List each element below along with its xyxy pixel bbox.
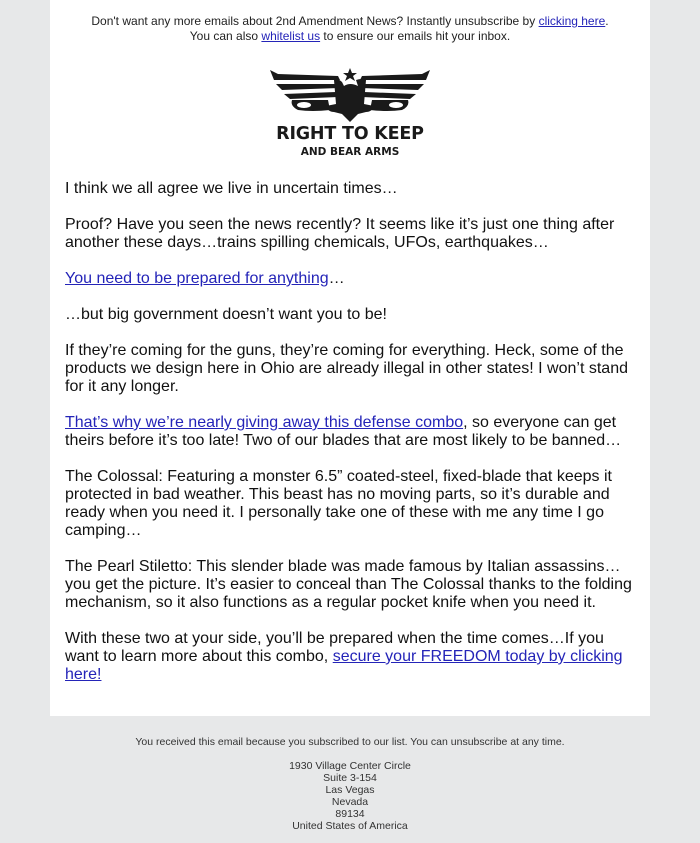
address-line: Suite 3-154 bbox=[323, 772, 377, 784]
footer-note: You received this email because you subscribed to our list. You can unsubscribe at any time. bbox=[135, 736, 565, 748]
paragraph-7: The Colossal: Featuring a monster 6.5” coated-steel, fixed-blade that keeps it protected in bad weather. This beast has no moving parts, so it’s durable and ready when you need it. I personally take one of these with me any time I go camping… bbox=[65, 468, 612, 539]
paragraph-6 bbox=[65, 414, 640, 450]
email-body bbox=[65, 180, 640, 702]
preheader-text: You can also bbox=[189, 29, 262, 43]
preheader-text: to ensure our emails hit your inbox. bbox=[320, 29, 511, 43]
secure-freedom-link[interactable]: secure your FREEDOM today by clicking here! bbox=[65, 648, 623, 683]
preheader-line-1 bbox=[50, 14, 650, 29]
paragraph-text: , so everyone can get theirs before it’s too late! Two of our blades that are most likely to be banned… bbox=[65, 414, 622, 449]
address-line: United States of America bbox=[292, 820, 408, 832]
paragraph-text: With these two at your side, you’ll be prepared when the time comes…If you want to learn more about this combo, bbox=[65, 630, 604, 665]
preheader-text: Don't want any more emails about 2nd Amendment News? Instantly unsubscribe by bbox=[91, 14, 539, 28]
paragraph-text: … bbox=[328, 270, 345, 287]
preheader-line-2 bbox=[50, 29, 650, 44]
address-line: 89134 bbox=[335, 808, 365, 820]
whitelist-link[interactable]: whitelist us bbox=[261, 29, 321, 43]
prepared-link[interactable]: You need to be prepared for anything bbox=[65, 270, 329, 287]
address-line: Nevada bbox=[331, 796, 369, 808]
paragraph-2: Proof? Have you seen the news recently? It seems like it’s just one thing after another these days…trains spilling chemicals, UFOs, earthquakes… bbox=[65, 216, 615, 251]
paragraph-3 bbox=[65, 270, 640, 288]
eagle-wings-star-icon bbox=[268, 66, 432, 124]
paragraph-8: The Pearl Stiletto: This slender blade was made famous by Italian assassins… you get the picture. It’s easier to conceal than The Colossal thanks to the folding mechanism, so it also functions as a regular pocket knife when you need it. bbox=[65, 558, 632, 611]
paragraph-1: I think we all agree we live in uncertain times… bbox=[65, 180, 398, 197]
preheader-punct: . bbox=[605, 14, 609, 28]
logo-subtitle: AND BEAR ARMS bbox=[300, 146, 400, 158]
logo-title: RIGHT TO KEEP bbox=[276, 124, 424, 144]
preheader bbox=[50, 0, 650, 44]
paragraph-5: If they’re coming for the guns, they’re coming for everything. Heck, some of the products we design here in Ohio are already illegal in other states! I won’t stand for it any longer. bbox=[65, 342, 628, 395]
address-line: 1930 Village Center Circle bbox=[289, 760, 411, 772]
brand-logo[interactable] bbox=[268, 66, 432, 161]
email-footer bbox=[0, 736, 700, 832]
address-line: Las Vegas bbox=[325, 784, 375, 796]
unsubscribe-link[interactable]: clicking here bbox=[538, 14, 606, 28]
defense-combo-link[interactable]: That’s why we’re nearly giving away this defense combo bbox=[65, 414, 464, 431]
paragraph-9 bbox=[65, 630, 640, 684]
paragraph-4: …but big government doesn’t want you to be! bbox=[65, 306, 387, 323]
email-card bbox=[50, 0, 650, 716]
footer-address bbox=[0, 760, 700, 832]
